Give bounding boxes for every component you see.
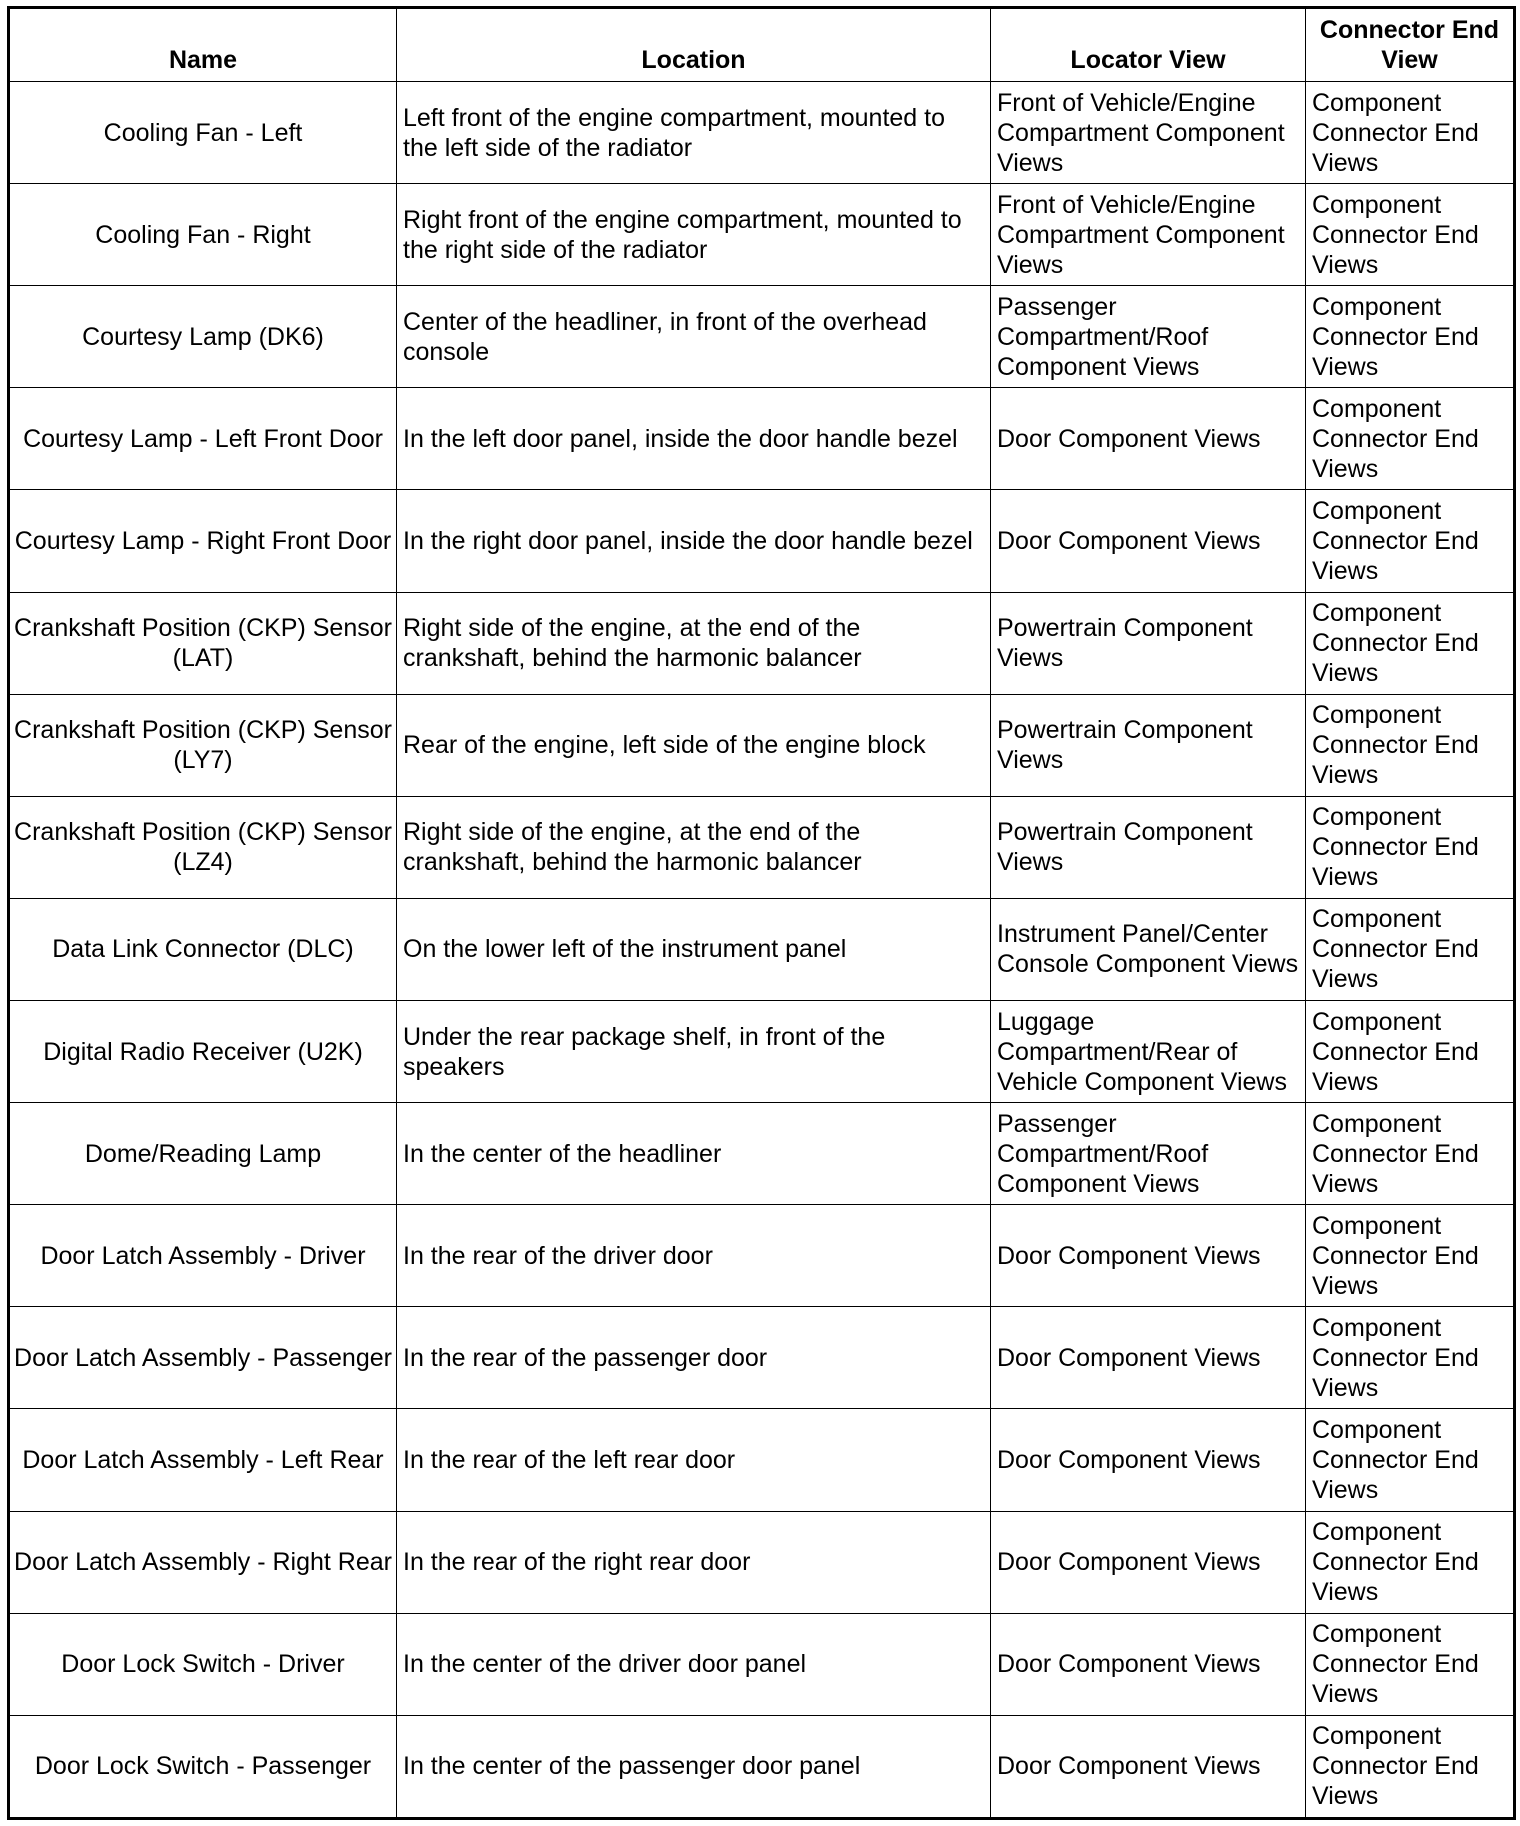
table-row	[9, 898, 1515, 1000]
cell-name: Crankshaft Position (CKP) Sensor (LAT)	[9, 592, 397, 694]
cell-location: In the rear of the left rear door	[397, 1409, 991, 1511]
cell-name: Courtesy Lamp - Left Front Door	[9, 388, 397, 490]
table-row	[9, 592, 1515, 694]
cell-location: Center of the headliner, in front of the overhead console	[397, 286, 991, 388]
cell-location: On the lower left of the instrument panel	[397, 898, 991, 1000]
header-row	[9, 8, 1515, 82]
cell-connector-end-view: Component Connector End Views	[1306, 592, 1515, 694]
header-location: Location	[397, 8, 991, 82]
cell-location: Left front of the engine compartment, mounted to the left side of the radiator	[397, 82, 991, 184]
table-row	[9, 1307, 1515, 1409]
cell-locator-view: Door Component Views	[991, 388, 1306, 490]
cell-connector-end-view: Component Connector End Views	[1306, 1205, 1515, 1307]
cell-name: Crankshaft Position (CKP) Sensor (LY7)	[9, 694, 397, 796]
cell-name: Dome/Reading Lamp	[9, 1103, 397, 1205]
cell-locator-view: Door Component Views	[991, 1205, 1306, 1307]
cell-connector-end-view: Component Connector End Views	[1306, 1103, 1515, 1205]
cell-name: Door Latch Assembly - Right Rear	[9, 1511, 397, 1613]
cell-location: Right side of the engine, at the end of the crankshaft, behind the harmonic balancer	[397, 592, 991, 694]
cell-locator-view: Door Component Views	[991, 1409, 1306, 1511]
cell-locator-view: Door Component Views	[991, 1511, 1306, 1613]
table-row	[9, 1613, 1515, 1715]
cell-location: In the left door panel, inside the door handle bezel	[397, 388, 991, 490]
cell-connector-end-view: Component Connector End Views	[1306, 82, 1515, 184]
header-name: Name	[9, 8, 397, 82]
cell-locator-view: Powertrain Component Views	[991, 694, 1306, 796]
cell-connector-end-view: Component Connector End Views	[1306, 694, 1515, 796]
cell-connector-end-view: Component Connector End Views	[1306, 1307, 1515, 1409]
table-row	[9, 1715, 1515, 1818]
cell-connector-end-view: Component Connector End Views	[1306, 1000, 1515, 1102]
cell-name: Crankshaft Position (CKP) Sensor (LZ4)	[9, 796, 397, 898]
cell-name: Door Latch Assembly - Driver	[9, 1205, 397, 1307]
cell-connector-end-view: Component Connector End Views	[1306, 1715, 1515, 1818]
cell-locator-view: Powertrain Component Views	[991, 592, 1306, 694]
header-connector-end-view: Connector End View	[1306, 8, 1515, 82]
cell-locator-view: Luggage Compartment/Rear of Vehicle Component Views	[991, 1000, 1306, 1102]
cell-name: Cooling Fan - Left	[9, 82, 397, 184]
cell-connector-end-view: Component Connector End Views	[1306, 1409, 1515, 1511]
cell-connector-end-view: Component Connector End Views	[1306, 490, 1515, 592]
cell-name: Door Lock Switch - Passenger	[9, 1715, 397, 1818]
cell-connector-end-view: Component Connector End Views	[1306, 184, 1515, 286]
cell-location: Rear of the engine, left side of the engine block	[397, 694, 991, 796]
cell-connector-end-view: Component Connector End Views	[1306, 286, 1515, 388]
cell-connector-end-view: Component Connector End Views	[1306, 796, 1515, 898]
cell-connector-end-view: Component Connector End Views	[1306, 1613, 1515, 1715]
cell-name: Cooling Fan - Right	[9, 184, 397, 286]
table-row	[9, 796, 1515, 898]
cell-location: In the rear of the passenger door	[397, 1307, 991, 1409]
table-row	[9, 1511, 1515, 1613]
cell-location: In the center of the headliner	[397, 1103, 991, 1205]
cell-location: Right side of the engine, at the end of the crankshaft, behind the harmonic balancer	[397, 796, 991, 898]
cell-locator-view: Door Component Views	[991, 1715, 1306, 1818]
cell-connector-end-view: Component Connector End Views	[1306, 1511, 1515, 1613]
table-body	[9, 82, 1515, 1819]
cell-location: Right front of the engine compartment, mounted to the right side of the radiator	[397, 184, 991, 286]
header-locator-view: Locator View	[991, 8, 1306, 82]
cell-locator-view: Door Component Views	[991, 490, 1306, 592]
table-row	[9, 1409, 1515, 1511]
cell-locator-view: Instrument Panel/Center Console Component Views	[991, 898, 1306, 1000]
cell-locator-view: Door Component Views	[991, 1613, 1306, 1715]
table-row	[9, 490, 1515, 592]
cell-connector-end-view: Component Connector End Views	[1306, 898, 1515, 1000]
component-locator-table	[7, 6, 1516, 1820]
cell-locator-view: Front of Vehicle/Engine Compartment Component Views	[991, 82, 1306, 184]
cell-locator-view: Front of Vehicle/Engine Compartment Component Views	[991, 184, 1306, 286]
cell-location: In the right door panel, inside the door handle bezel	[397, 490, 991, 592]
table-row	[9, 1103, 1515, 1205]
cell-locator-view: Passenger Compartment/Roof Component Views	[991, 286, 1306, 388]
cell-name: Door Lock Switch - Driver	[9, 1613, 397, 1715]
cell-name: Door Latch Assembly - Passenger	[9, 1307, 397, 1409]
cell-name: Courtesy Lamp (DK6)	[9, 286, 397, 388]
table-row	[9, 388, 1515, 490]
cell-location: In the rear of the driver door	[397, 1205, 991, 1307]
table-row	[9, 1000, 1515, 1102]
cell-location: Under the rear package shelf, in front of the speakers	[397, 1000, 991, 1102]
cell-connector-end-view: Component Connector End Views	[1306, 388, 1515, 490]
table-row	[9, 694, 1515, 796]
table-row	[9, 82, 1515, 184]
cell-location: In the center of the passenger door panel	[397, 1715, 991, 1818]
cell-name: Data Link Connector (DLC)	[9, 898, 397, 1000]
table-row	[9, 286, 1515, 388]
cell-locator-view: Passenger Compartment/Roof Component Views	[991, 1103, 1306, 1205]
table-row	[9, 184, 1515, 286]
cell-locator-view: Door Component Views	[991, 1307, 1306, 1409]
cell-locator-view: Powertrain Component Views	[991, 796, 1306, 898]
table-row	[9, 1205, 1515, 1307]
cell-name: Digital Radio Receiver (U2K)	[9, 1000, 397, 1102]
cell-location: In the center of the driver door panel	[397, 1613, 991, 1715]
cell-name: Courtesy Lamp - Right Front Door	[9, 490, 397, 592]
cell-location: In the rear of the right rear door	[397, 1511, 991, 1613]
cell-name: Door Latch Assembly - Left Rear	[9, 1409, 397, 1511]
